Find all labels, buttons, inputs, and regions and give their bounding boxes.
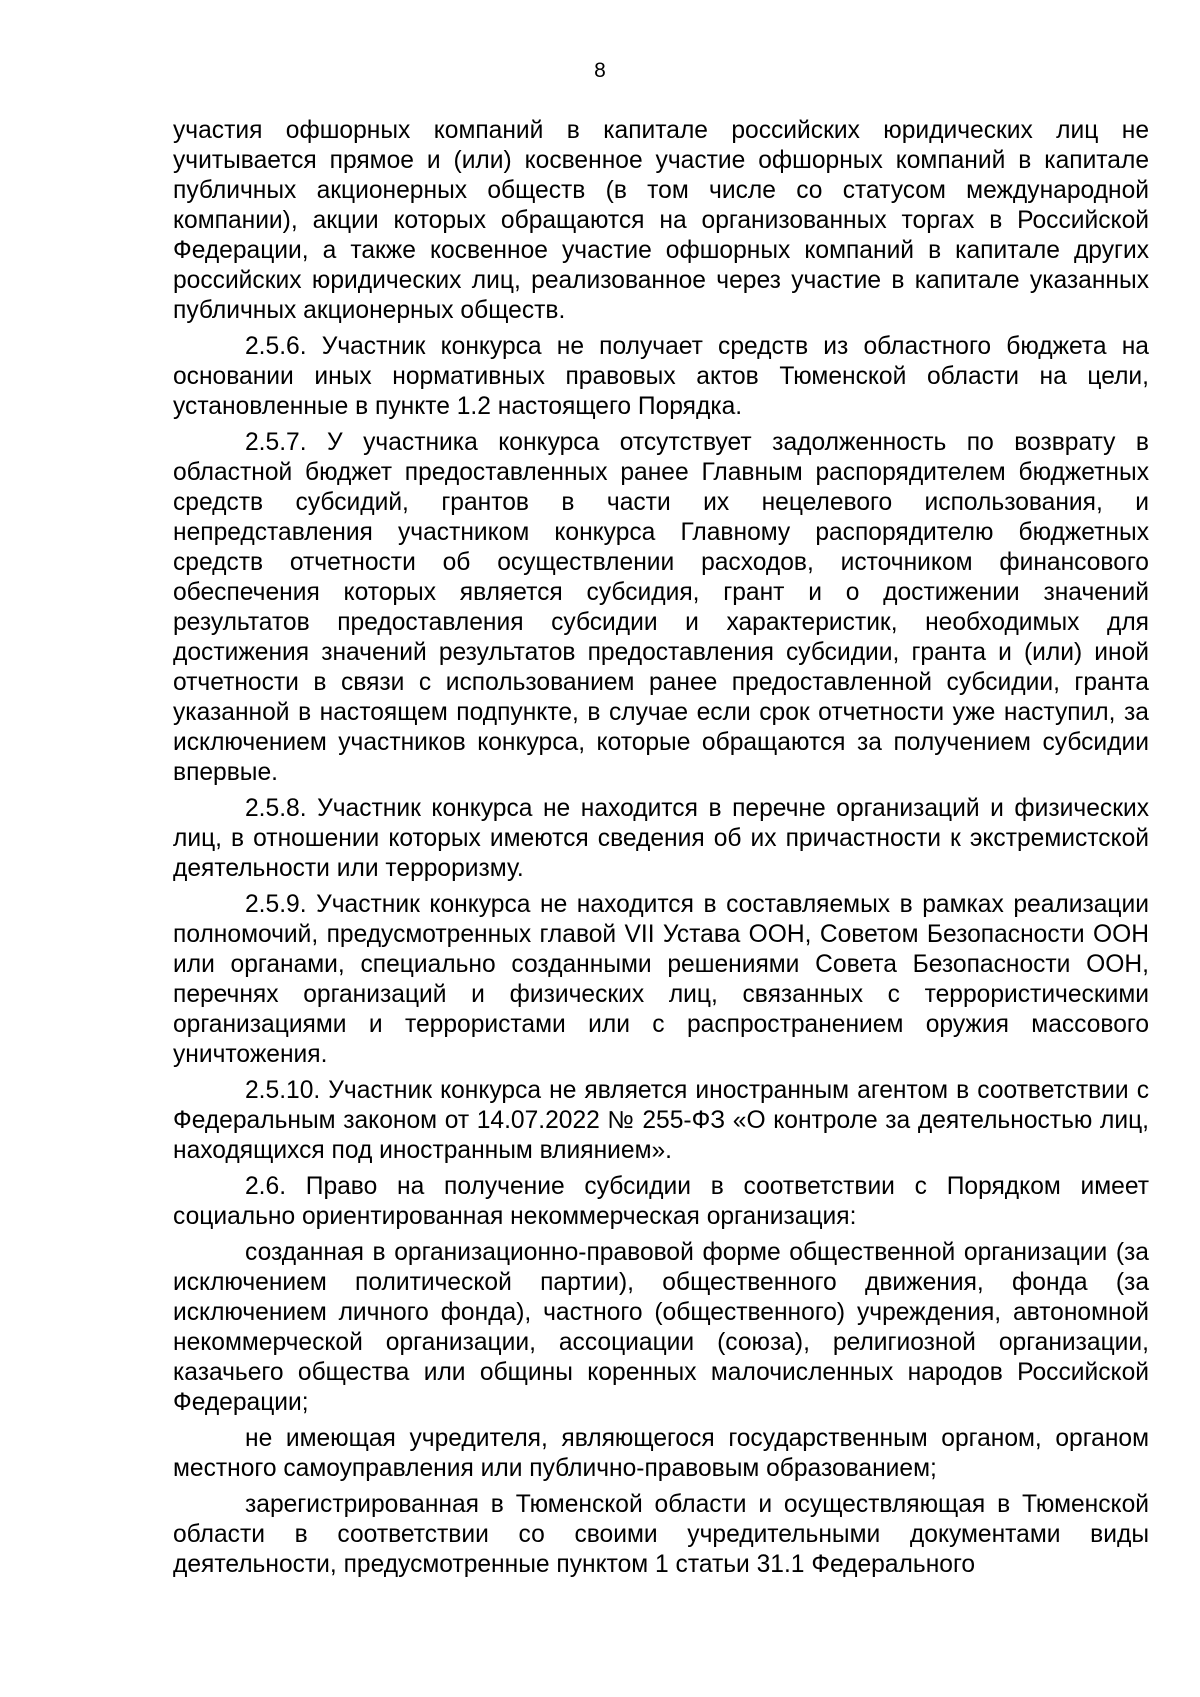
document-body bbox=[173, 116, 1149, 1586]
page-number: 8 bbox=[594, 59, 606, 82]
paragraph-registered: зарегистрированная в Тюменской области и осуществляющая в Тюменской области в соответствии со своими учредительными документами виды деятельности, предусмотренные пунктом 1 статьи 31.1 Федерального bbox=[173, 1491, 1149, 1578]
paragraph-continuation: участия офшорных компаний в капитале российских юридических лиц не учитывается прямое и (или) косвенное участие офшорных компаний в капитале публичных акционерных обществ (в том числе со статусом международной компании), акции которых обращаются на организованных торгах в Российской Федерации, а также косвенное участие офшорных компаний в капитале других российских юридических лиц, реализованное через участие в капитале указанных публичных акционерных обществ. bbox=[173, 117, 1149, 324]
paragraph-2-6: 2.6. Право на получение субсидии в соответствии с Порядком имеет социально ориентированная некоммерческая организация: bbox=[173, 1173, 1149, 1230]
paragraph-2-5-10: 2.5.10. Участник конкурса не является иностранным агентом в соответствии с Федеральным законом от 14.07.2022 № 255-ФЗ «О контроле за деятельностью лиц, находящихся под иностранным влиянием». bbox=[173, 1077, 1149, 1164]
paragraph-2-5-7: 2.5.7. У участника конкурса отсутствует задолженность по возврату в областной бюджет предоставленных ранее Главным распорядителем бюджетных средств субсидий, грантов в части их нецелевого использования, и непредставления участником конкурса Главному распорядителю бюджетных средств отчетности об осуществлении расходов, источником финансового обеспечения которых является субсидия, грант и о достижении значений результатов предоставления субсидии и характеристик, необходимых для достижения значений результатов предоставления субсидии, гранта и (или) иной отчетности в связи с использованием ранее предоставленной субсидии, гранта указанной в настоящем подпункте, в случае если срок отчетности уже наступил, за исключением участников конкурса, которые обращаются за получением субсидии впервые. bbox=[173, 429, 1149, 786]
paragraph-no-founder: не имеющая учредителя, являющегося государственным органом, органом местного самоуправления или публично-правовым образованием; bbox=[173, 1425, 1149, 1482]
paragraph-2-5-9: 2.5.9. Участник конкурса не находится в составляемых в рамках реализации полномочий, предусмотренных главой VII Устава ООН, Советом Безопасности ООН или органами, специально созданными решениями Совета Безопасности ООН, перечнях организаций и физических лиц, связанных с террористическими организациями и террористами или с распространением оружия массового уничтожения. bbox=[173, 891, 1149, 1068]
paragraph-2-5-6: 2.5.6. Участник конкурса не получает средств из областного бюджета на основании иных нормативных правовых актов Тюменской области на цели, установленные в пункте 1.2 настоящего Порядка. bbox=[173, 333, 1149, 420]
paragraph-2-5-8: 2.5.8. Участник конкурса не находится в перечне организаций и физических лиц, в отношении которых имеются сведения об их причастности к экстремистской деятельности или терроризму. bbox=[173, 795, 1149, 882]
paragraph-created-form: созданная в организационно-правовой форме общественной организации (за исключением политической партии), общественного движения, фонда (за исключением личного фонда), частного (общественного) учреждения, автономной некоммерческой организации, ассоциации (союза), религиозной организации, казачьего общества или общины коренных малочисленных народов Российской Федерации; bbox=[173, 1239, 1149, 1416]
